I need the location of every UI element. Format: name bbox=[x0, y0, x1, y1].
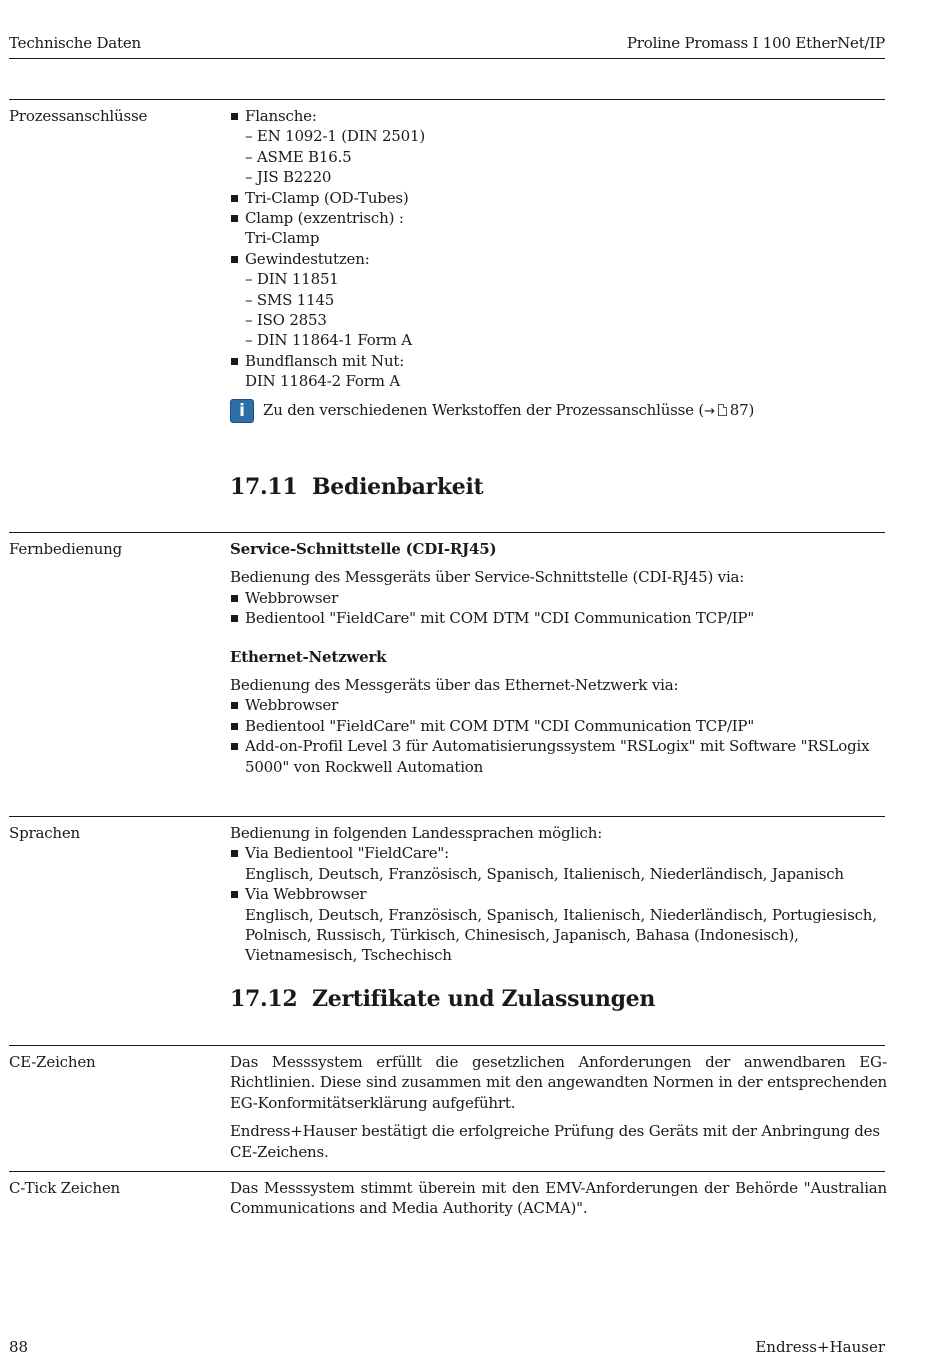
section-fernbedienung bbox=[9, 532, 885, 817]
list-subitem: – DIN 11864-1 Form A bbox=[230, 330, 887, 350]
list-item: Gewindestutzen: bbox=[230, 249, 887, 269]
list-subitem: – EN 1092-1 (DIN 2501) bbox=[230, 126, 887, 146]
section-label: Fernbedienung bbox=[9, 540, 123, 558]
ce-body bbox=[230, 1052, 887, 1162]
paragraph: Bedienung des Messgeräts über das Ethernet-Netzwerk via: bbox=[230, 676, 679, 695]
heading-title: Bedienbarkeit bbox=[312, 474, 484, 500]
list-item: Webbrowser bbox=[230, 695, 887, 715]
footer-brand: Endress+Hauser bbox=[755, 1338, 885, 1356]
heading-17-12 bbox=[230, 986, 655, 1012]
section-label: Prozessanschlüsse bbox=[9, 107, 148, 125]
subheading-service-schnittstelle: Service-Schnittstelle (CDI-RJ45) bbox=[230, 540, 497, 558]
list-item: Bundflansch mit Nut: bbox=[230, 351, 887, 371]
list-item: Tri-Clamp (OD-Tubes) bbox=[230, 188, 887, 208]
list-item-continuation: Englisch, Deutsch, Französisch, Spanisch, Italienisch, Niederländisch, Japanisch bbox=[245, 864, 844, 883]
list-subitem: – DIN 11851 bbox=[230, 269, 887, 289]
section-label: CE-Zeichen bbox=[9, 1053, 96, 1071]
header-section-title: Technische Daten bbox=[9, 34, 141, 52]
list-subitem: – ASME B16.5 bbox=[230, 147, 887, 167]
list-item-continuation: DIN 11864-2 Form A bbox=[245, 372, 400, 391]
ctick-body bbox=[230, 1178, 887, 1219]
list-item: Bedientool "FieldCare" mit COM DTM "CDI Communication TCP/IP" bbox=[230, 716, 887, 736]
heading-number: 17.12 bbox=[230, 986, 298, 1012]
page-number: 88 bbox=[9, 1338, 29, 1356]
heading-title: Zertifikate und Zulassungen bbox=[312, 986, 656, 1012]
page-header bbox=[9, 33, 885, 59]
paragraph: Das Messsystem erfüllt die gesetzlichen Anforderungen der anwendbaren EG-Richtlinien. Diese sind zusammen mit den angewandten Normen in der entsprechenden EG-Konformitätserklärung aufgeführt. bbox=[230, 1053, 887, 1112]
list-subitem: – SMS 1145 bbox=[230, 290, 887, 310]
list-item-continuation: Englisch, Deutsch, Französisch, Spanisch, Italienisch, Niederländisch, Portugiesisch, Polnisch, Russisch, Türkisch, Chinesisch, Japanisch, Bahasa (Indonesisch), Vietnamesisch, Tschechisch bbox=[245, 905, 877, 965]
arrow-right-icon: → bbox=[704, 403, 715, 419]
list-item: Webbrowser bbox=[230, 588, 887, 608]
heading-17-11 bbox=[230, 474, 483, 500]
section-prozessanschluesse bbox=[9, 99, 885, 440]
paragraph: Endress+Hauser bestätigt die erfolgreiche Prüfung des Geräts mit der Anbringung des CE-Zeichens. bbox=[230, 1122, 880, 1161]
section-label: Sprachen bbox=[9, 824, 80, 842]
list-item: Clamp (exzentrisch) : bbox=[230, 208, 887, 228]
list-subitem: – JIS B2220 bbox=[230, 167, 887, 187]
list-item: Via Bedientool "FieldCare": bbox=[230, 843, 887, 863]
paragraph: Bedienung in folgenden Landessprachen möglich: bbox=[230, 824, 603, 842]
list-item: Flansche: bbox=[230, 106, 887, 126]
page-icon bbox=[718, 404, 727, 416]
prozess-list bbox=[230, 106, 887, 422]
fern-body bbox=[230, 539, 887, 777]
section-ce-zeichen bbox=[9, 1045, 885, 1172]
section-sprachen bbox=[9, 816, 885, 967]
list-item: Add-on-Profil Level 3 für Automatisierungssystem "RSLogix" mit Software "RSLogix 5000" von Rockwell Automation bbox=[230, 736, 887, 777]
paragraph: Das Messsystem stimmt überein mit den EMV-Anforderungen der Behörde "Australian Communications and Media Authority (ACMA)". bbox=[230, 1179, 887, 1218]
sprachen-body bbox=[230, 823, 887, 966]
list-item-continuation: Tri-Clamp bbox=[245, 229, 320, 248]
section-c-tick-zeichen bbox=[9, 1171, 885, 1252]
list-item: Via Webbrowser bbox=[230, 884, 887, 904]
heading-number: 17.11 bbox=[230, 474, 298, 500]
paragraph: Bedienung des Messgeräts über Service-Schnittstelle (CDI-RJ45) via: bbox=[230, 568, 745, 587]
page-reference-link[interactable]: 87) bbox=[729, 400, 755, 419]
note-text: Zu den verschiedenen Werkstoffen der Prozessanschlüsse ( bbox=[263, 400, 705, 419]
info-note bbox=[230, 400, 887, 422]
section-label: C-Tick Zeichen bbox=[9, 1179, 120, 1197]
header-product-name: Proline Promass I 100 EtherNet/IP bbox=[626, 34, 885, 52]
subheading-ethernet-netzwerk: Ethernet-Netzwerk bbox=[230, 647, 387, 666]
list-item: Bedientool "FieldCare" mit COM DTM "CDI Communication TCP/IP" bbox=[230, 608, 887, 628]
list-subitem: – ISO 2853 bbox=[230, 310, 887, 330]
info-icon: i bbox=[230, 399, 254, 423]
